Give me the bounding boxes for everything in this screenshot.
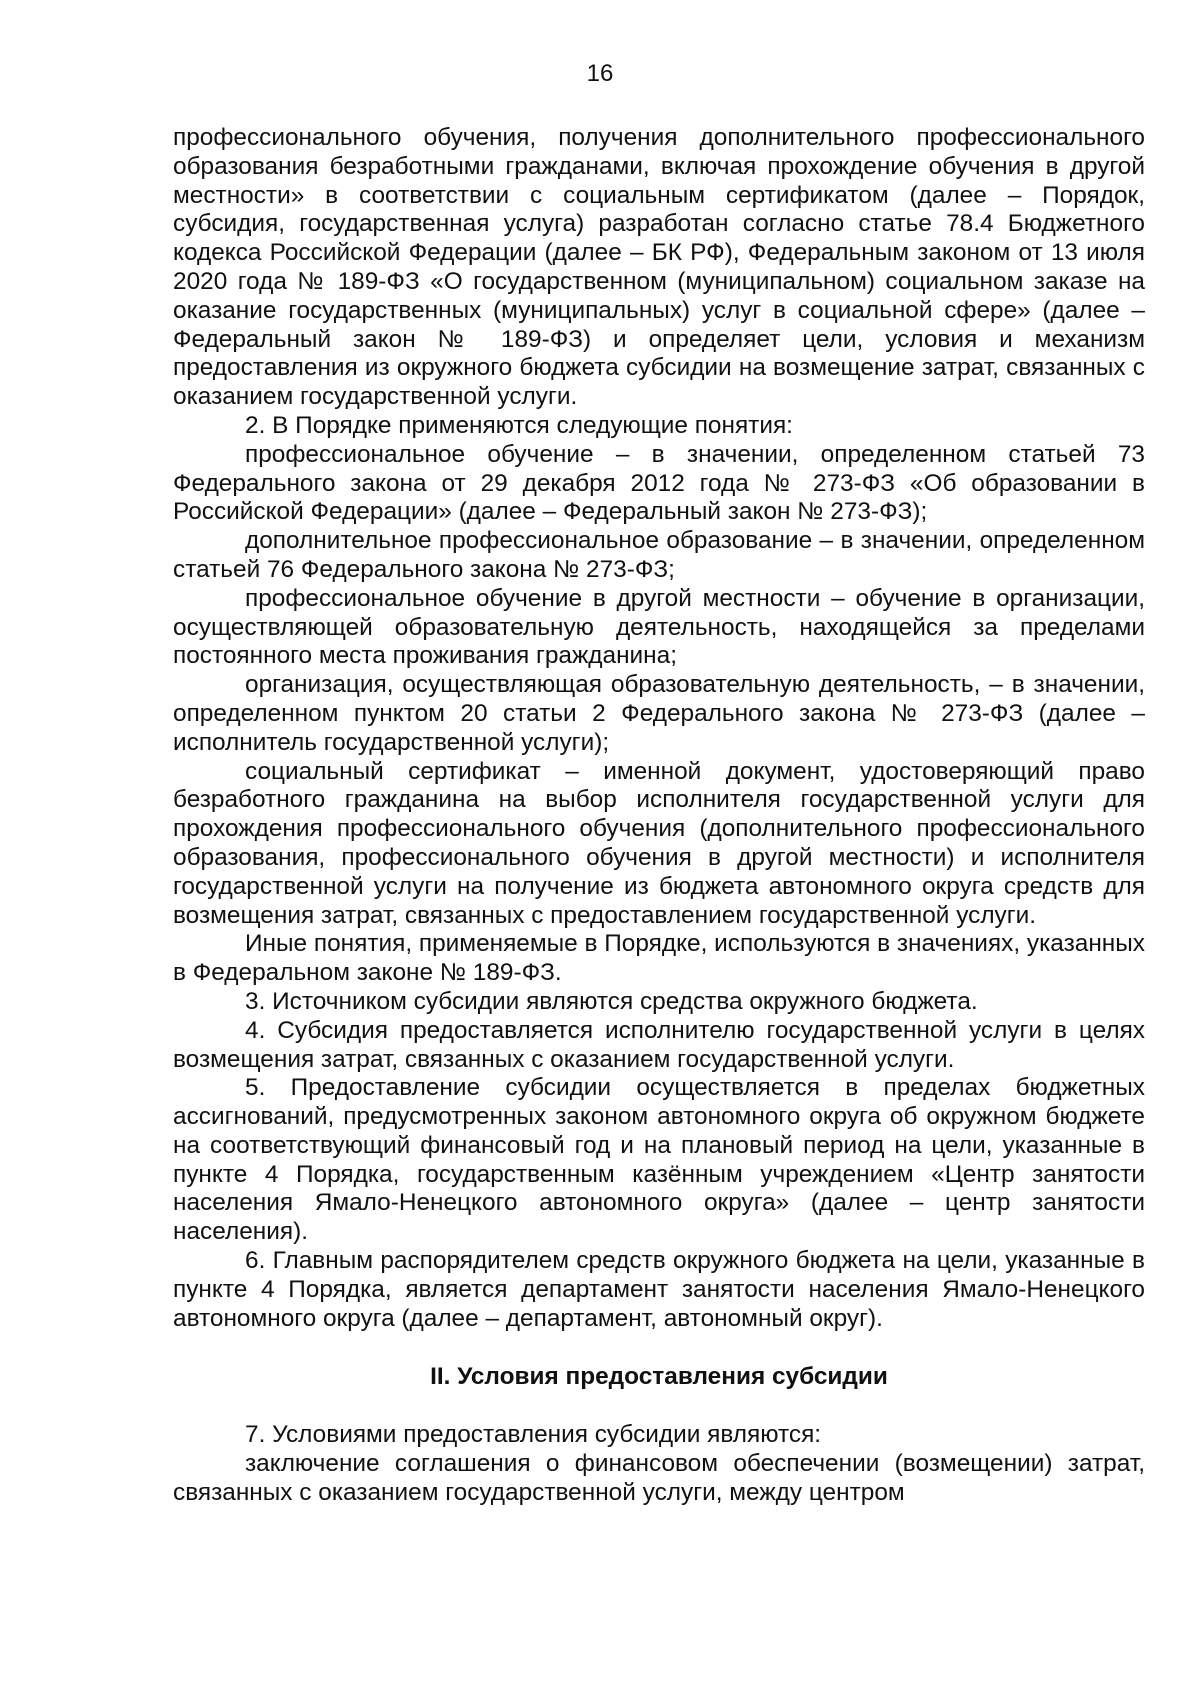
document-body: [173, 124, 1145, 1508]
paragraph: организация, осуществляющая образовательную деятельность, – в значении, определенном пунктом 20 статьи 2 Федерального закона № 273-ФЗ (далее – исполнитель государственной услуги);: [173, 671, 1145, 756]
paragraph: 6. Главным распорядителем средств окружного бюджета на цели, указанные в пункте 4 Порядка, является департамент занятости населения Ямало-Ненецкого автономного округа (далее – департамент, автономный округ).: [173, 1247, 1145, 1332]
paragraph: 4. Субсидия предоставляется исполнителю государственной услуги в целях возмещения затрат, связанных с оказанием государственной услуги.: [173, 1016, 1145, 1073]
paragraph: Иные понятия, применяемые в Порядке, используются в значениях, указанных в Федеральном законе № 189-ФЗ.: [173, 930, 1145, 987]
section-heading: II. Условия предоставления субсидии: [430, 1363, 888, 1391]
paragraph: профессионального обучения, получения дополнительного профессионального образования безработными гражданами, включая прохождение обучения в другой местности» в соответствии с социальным сертификатом (далее – Порядок, субсидия, государственная услуга) разработан согласно статье 78.4 Бюджетного кодекса Российской Федерации (далее – БК РФ), Федеральным законом от 13 июля 2020 года № 189-ФЗ «О государственном (муниципальном) социальном заказе на оказание государственных (муниципальных) услуг в социальной сфере» (далее – Федеральный закон № 189-ФЗ) и определяет цели, условия и механизм предоставления из окружного бюджета субсидии на возмещение затрат, связанных с оказанием государственной услуги.: [173, 124, 1145, 411]
paragraph: профессиональное обучение – в значении, определенном статьей 73 Федерального закона от 29 декабря 2012 года № 273-ФЗ «Об образовании в Российской Федерации» (далее – Федеральный закон № 273-ФЗ);: [173, 440, 1145, 526]
paragraph: дополнительное профессиональное образование – в значении, определенном статьей 76 Федерального закона № 273-ФЗ;: [173, 527, 1145, 583]
paragraph: заключение соглашения о финансовом обеспечении (возмещении) затрат, связанных с оказанием государственной услуги, между центром: [173, 1450, 1145, 1507]
paragraph: социальный сертификат – именной документ, удостоверяющий право безработного гражданина на выбор исполнителя государственной услуги для прохождения профессионального обучения (дополнительного профессионального образования, профессионального обучения в другой местности) и исполнителя государственной услуги на получение из бюджета автономного округа средств для возмещения затрат, связанных с предоставлением государственной услуги.: [173, 757, 1145, 929]
page-number: 16: [586, 60, 614, 87]
paragraph: 7. Условиями предоставления субсидии являются:: [245, 1421, 822, 1449]
paragraph: 2. В Порядке применяются следующие понятия:: [245, 411, 793, 439]
paragraph: профессиональное обучение в другой местности – обучение в организации, осуществляющей образовательную деятельность, находящейся за пределами постоянного места проживания гражданина;: [173, 584, 1145, 670]
paragraph: 3. Источником субсидии являются средства окружного бюджета.: [245, 987, 978, 1015]
paragraph: 5. Предоставление субсидии осуществляется в пределах бюджетных ассигнований, предусмотренных законом автономного округа об окружном бюджете на соответствующий финансовый год и на плановый период на цели, указанные в пункте 4 Порядка, государственным казённым учреждением «Центр занятости населения Ямало-Ненецкого автономного округа» (далее – центр занятости населения).: [173, 1074, 1145, 1246]
